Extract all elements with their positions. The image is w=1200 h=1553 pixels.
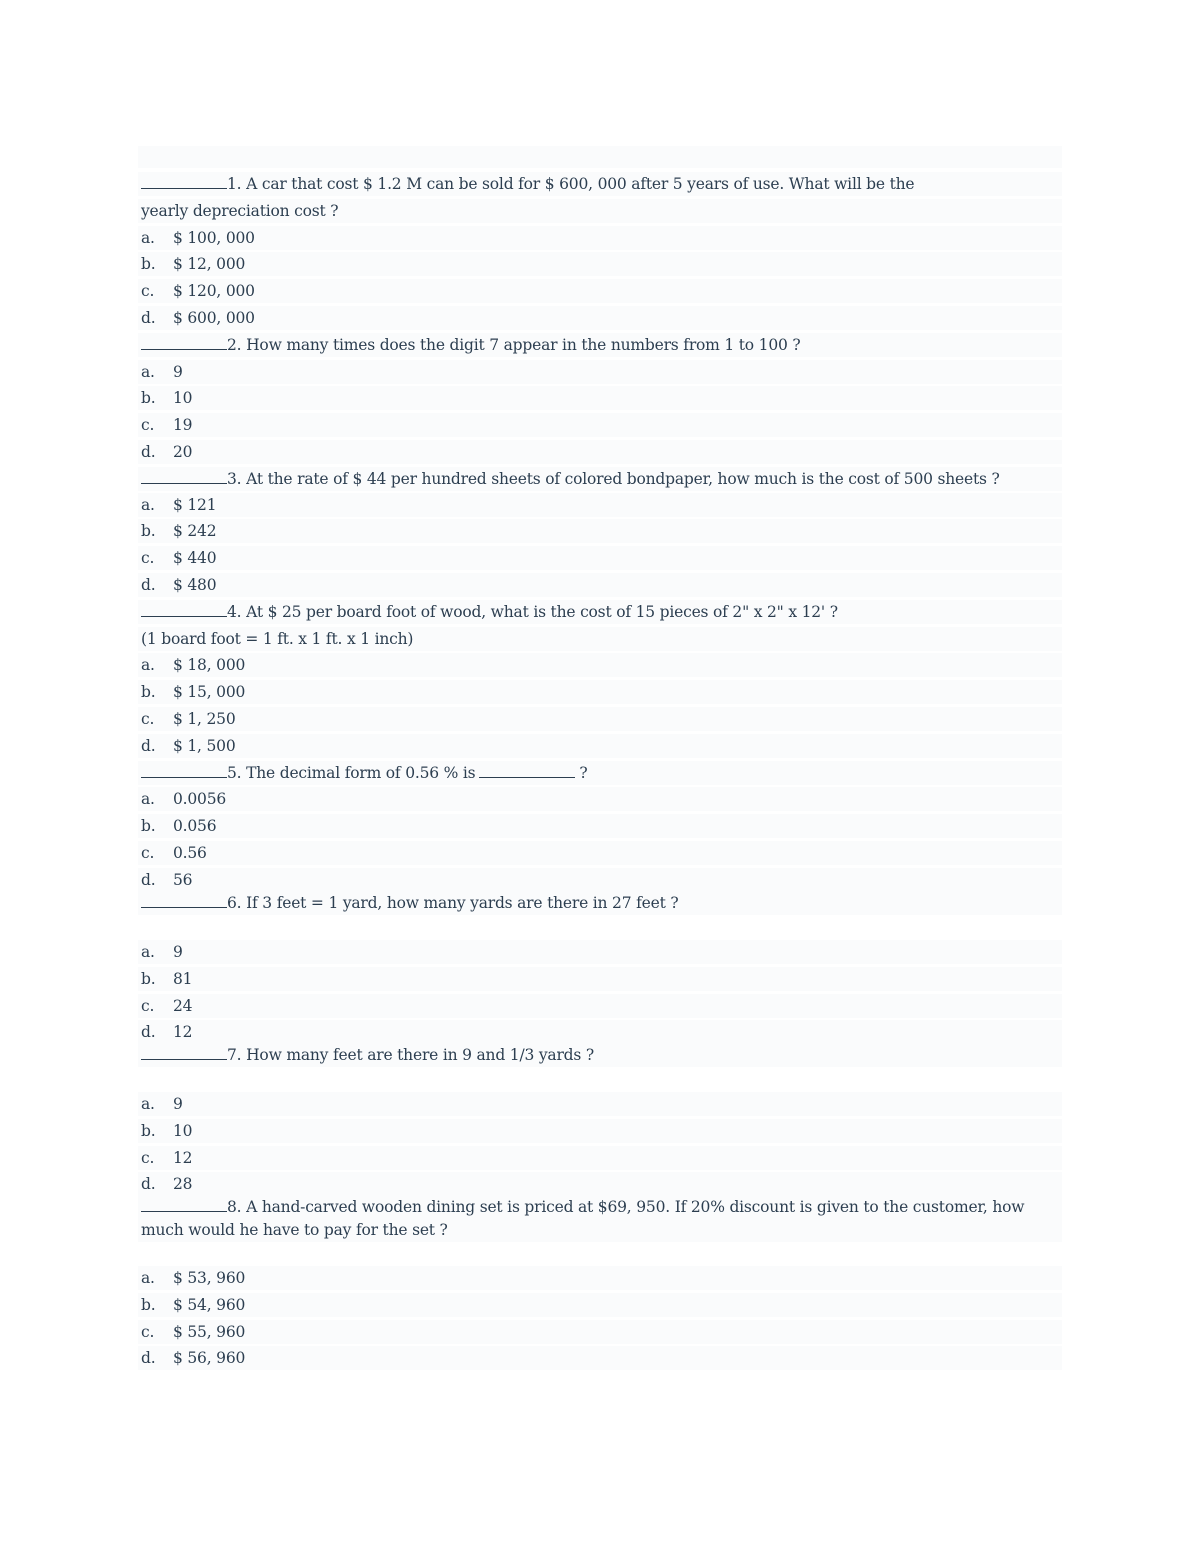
option-label: a. bbox=[141, 496, 155, 514]
option-label: b. bbox=[141, 1122, 156, 1140]
option-text: 0.0056 bbox=[173, 790, 227, 808]
question-3-option-d[interactable] bbox=[138, 573, 1062, 597]
question-4-line bbox=[138, 627, 1062, 651]
option-label: c. bbox=[141, 1149, 155, 1167]
question-number: 6. bbox=[227, 894, 242, 912]
option-label: c. bbox=[141, 416, 155, 434]
question-number: 8. bbox=[227, 1198, 242, 1216]
answer-blank[interactable] bbox=[141, 334, 227, 350]
option-label: d. bbox=[141, 871, 156, 889]
question-4-option-d[interactable] bbox=[138, 734, 1062, 758]
option-text: $ 100, 000 bbox=[173, 229, 255, 247]
question-text: much would he have to pay for the set ? bbox=[141, 1221, 448, 1239]
option-text: 9 bbox=[173, 1095, 183, 1113]
option-text: 10 bbox=[173, 1122, 193, 1140]
option-text: $ 1, 500 bbox=[173, 737, 236, 755]
option-label: b. bbox=[141, 970, 156, 988]
question-4-line bbox=[138, 600, 1062, 624]
question-8-line bbox=[138, 1218, 1062, 1242]
question-6-line bbox=[138, 891, 1062, 915]
question-number: 4. bbox=[227, 603, 242, 621]
question-text: The decimal form of 0.56 % is bbox=[241, 764, 476, 782]
question-text: At the rate of $ 44 per hundred sheets of colored bondpaper, how much is the cost of 500 sheets ? bbox=[241, 470, 1000, 488]
question-3-option-c[interactable] bbox=[138, 546, 1062, 570]
question-1-option-c[interactable] bbox=[138, 279, 1062, 303]
option-text: $ 121 bbox=[173, 496, 217, 514]
option-label: a. bbox=[141, 363, 155, 381]
option-text: 0.056 bbox=[173, 817, 217, 835]
question-text: How many times does the digit 7 appear in the numbers from 1 to 100 ? bbox=[241, 336, 801, 354]
option-text: 12 bbox=[173, 1149, 193, 1167]
option-text: $ 120, 000 bbox=[173, 282, 255, 300]
option-text: $ 480 bbox=[173, 576, 217, 594]
question-8-line bbox=[138, 1195, 1062, 1219]
question-8-option-b[interactable] bbox=[138, 1293, 1062, 1317]
question-4-option-b[interactable] bbox=[138, 680, 1062, 704]
question-2-line bbox=[138, 333, 1062, 357]
option-label: c. bbox=[141, 844, 155, 862]
option-label: b. bbox=[141, 683, 156, 701]
question-number: 1. bbox=[227, 175, 242, 193]
option-text: $ 56, 960 bbox=[173, 1349, 246, 1367]
answer-blank[interactable] bbox=[141, 762, 227, 778]
question-7-option-b[interactable] bbox=[138, 1119, 1062, 1143]
header-band bbox=[138, 146, 1062, 168]
question-number: 3. bbox=[227, 470, 242, 488]
question-6-option-b[interactable] bbox=[138, 967, 1062, 991]
question-text: How many feet are there in 9 and 1/3 yards ? bbox=[241, 1046, 594, 1064]
option-text: $ 600, 000 bbox=[173, 309, 255, 327]
question-4-option-a[interactable] bbox=[138, 653, 1062, 677]
option-label: b. bbox=[141, 1296, 156, 1314]
answer-blank[interactable] bbox=[141, 468, 227, 484]
question-8-option-a[interactable] bbox=[138, 1266, 1062, 1290]
option-label: a. bbox=[141, 1095, 155, 1113]
option-label: a. bbox=[141, 1269, 155, 1287]
option-text: 28 bbox=[173, 1175, 193, 1193]
option-text: $ 18, 000 bbox=[173, 656, 246, 674]
question-7-option-d[interactable] bbox=[138, 1172, 1062, 1196]
option-text: 10 bbox=[173, 389, 193, 407]
question-5-option-b[interactable] bbox=[138, 814, 1062, 838]
question-4-option-c[interactable] bbox=[138, 707, 1062, 731]
question-1-option-d[interactable] bbox=[138, 306, 1062, 330]
option-label: d. bbox=[141, 443, 156, 461]
option-label: a. bbox=[141, 790, 155, 808]
option-text: 81 bbox=[173, 970, 193, 988]
option-text: $ 55, 960 bbox=[173, 1323, 246, 1341]
fill-in-blank bbox=[479, 762, 575, 778]
option-label: b. bbox=[141, 255, 156, 273]
answer-blank[interactable] bbox=[141, 1196, 227, 1212]
question-6-option-d[interactable] bbox=[138, 1020, 1062, 1044]
option-label: c. bbox=[141, 282, 155, 300]
question-2-option-d[interactable] bbox=[138, 440, 1062, 464]
option-label: c. bbox=[141, 1323, 155, 1341]
answer-blank[interactable] bbox=[141, 1044, 227, 1060]
question-1-line bbox=[138, 172, 1062, 196]
option-label: b. bbox=[141, 817, 156, 835]
option-label: d. bbox=[141, 1175, 156, 1193]
question-3-line bbox=[138, 467, 1062, 491]
option-text: $ 54, 960 bbox=[173, 1296, 246, 1314]
question-6-option-c[interactable] bbox=[138, 994, 1062, 1018]
option-text: $ 53, 960 bbox=[173, 1269, 246, 1287]
option-label: d. bbox=[141, 576, 156, 594]
question-5-option-a[interactable] bbox=[138, 787, 1062, 811]
option-label: c. bbox=[141, 549, 155, 567]
question-8-option-c[interactable] bbox=[138, 1320, 1062, 1344]
option-text: $ 15, 000 bbox=[173, 683, 246, 701]
question-6-option-a[interactable] bbox=[138, 940, 1062, 964]
option-text: 24 bbox=[173, 997, 193, 1015]
option-text: 20 bbox=[173, 443, 193, 461]
question-text: A hand-carved wooden dining set is priced at $69, 950. If 20% discount is given to the customer, how bbox=[241, 1198, 1025, 1216]
question-text: If 3 feet = 1 yard, how many yards are there in 27 feet ? bbox=[241, 894, 679, 912]
question-2-option-b[interactable] bbox=[138, 386, 1062, 410]
option-label: d. bbox=[141, 309, 156, 327]
question-number: 2. bbox=[227, 336, 242, 354]
question-text: yearly depreciation cost ? bbox=[141, 202, 339, 220]
question-text: At $ 25 per board foot of wood, what is the cost of 15 pieces of 2" x 2" x 12' ? bbox=[241, 603, 838, 621]
question-text: (1 board foot = 1 ft. x 1 ft. x 1 inch) bbox=[141, 630, 414, 648]
question-2-option-c[interactable] bbox=[138, 413, 1062, 437]
option-text: $ 1, 250 bbox=[173, 710, 236, 728]
question-2-option-a[interactable] bbox=[138, 360, 1062, 384]
question-text: A car that cost $ 1.2 M can be sold for $ 600, 000 after 5 years of use. What will be the bbox=[241, 175, 915, 193]
option-label: d. bbox=[141, 1349, 156, 1367]
question-8-option-d[interactable] bbox=[138, 1346, 1062, 1370]
question-number: 7. bbox=[227, 1046, 242, 1064]
question-1-line bbox=[138, 199, 1062, 223]
question-1-option-a[interactable] bbox=[138, 226, 1062, 250]
question-5-option-c[interactable] bbox=[138, 841, 1062, 865]
question-3-option-a[interactable] bbox=[138, 493, 1062, 517]
option-label: a. bbox=[141, 656, 155, 674]
option-label: b. bbox=[141, 389, 156, 407]
question-5-option-d[interactable] bbox=[138, 868, 1062, 892]
question-text-end: ? bbox=[579, 764, 588, 782]
question-7-option-a[interactable] bbox=[138, 1092, 1062, 1116]
question-1-option-b[interactable] bbox=[138, 252, 1062, 276]
option-text: $ 242 bbox=[173, 522, 217, 540]
answer-blank[interactable] bbox=[141, 892, 227, 908]
question-3-option-b[interactable] bbox=[138, 519, 1062, 543]
option-label: b. bbox=[141, 522, 156, 540]
option-text: 9 bbox=[173, 363, 183, 381]
answer-blank[interactable] bbox=[141, 601, 227, 617]
option-label: c. bbox=[141, 997, 155, 1015]
option-text: 56 bbox=[173, 871, 193, 889]
answer-blank[interactable] bbox=[141, 173, 227, 189]
question-5-line bbox=[138, 761, 1062, 785]
option-text: $ 440 bbox=[173, 549, 217, 567]
option-label: c. bbox=[141, 710, 155, 728]
question-number: 5. bbox=[227, 764, 242, 782]
option-text: $ 12, 000 bbox=[173, 255, 246, 273]
option-text: 12 bbox=[173, 1023, 193, 1041]
question-7-line bbox=[138, 1043, 1062, 1067]
question-7-option-c[interactable] bbox=[138, 1146, 1062, 1170]
option-label: d. bbox=[141, 1023, 156, 1041]
option-label: a. bbox=[141, 943, 155, 961]
option-text: 0.56 bbox=[173, 844, 207, 862]
option-label: d. bbox=[141, 737, 156, 755]
option-text: 19 bbox=[173, 416, 193, 434]
option-label: a. bbox=[141, 229, 155, 247]
option-text: 9 bbox=[173, 943, 183, 961]
